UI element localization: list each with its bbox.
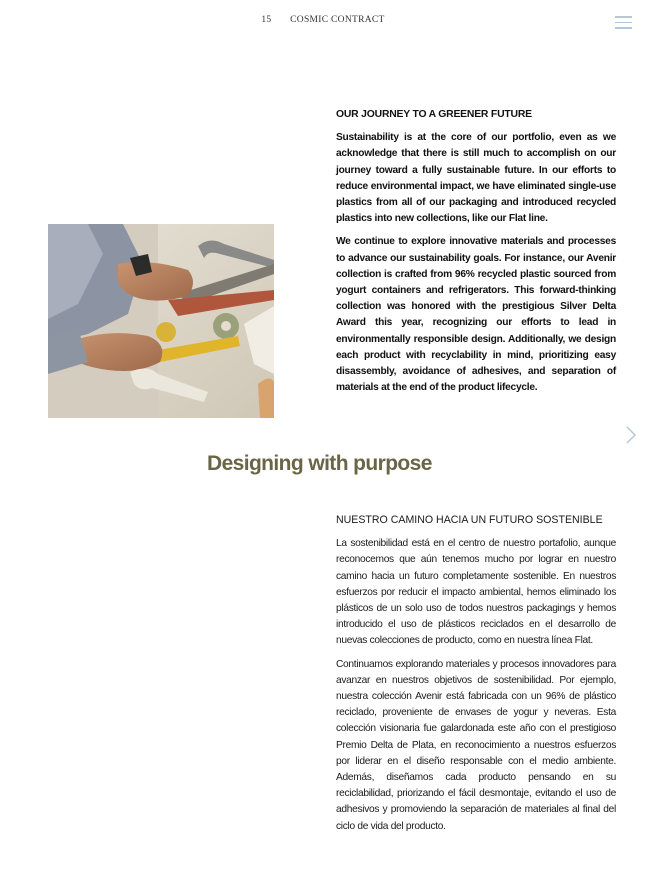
menu-line: [615, 27, 632, 29]
english-section: [336, 107, 616, 403]
spanish-paragraph-1: La sostenibilidad está en el centro de nuestro portafolio, aunque reconocemos que aún tenemos mucho por lograr en nuestro camino hacia un futuro completamente sostenible. En nuestros esfuerzos por reducir el impacto ambiental, hemos eliminado los plásticos de un solo uso de todos nuestros packagings y hemos introducido el uso de plásticos reciclados en el desarrollo de nuevas colecciones de producto, como en nuestra línea Flat.: [336, 538, 616, 647]
section-headline: Designing with purpose: [207, 452, 432, 475]
menu-line: [615, 16, 632, 18]
spanish-paragraph-2: Continuamos explorando materiales y procesos innovadores para avanzar en nuestros objetivos de sostenibilidad. Por ejemplo, nuestra colección Avenir está fabricada con un 96% de plástico reciclado, proveniente de envases de yogur y neveras. Esta colección visionaria fue galardonada este año con el prestigioso Premio Delta de Plata, en reconocimiento a nuestros esfuerzos por liderar en el diseño responsable con el medio ambiente. Además, diseñamos cada producto pensando en su reciclabilidad, priorizando el fácil desmontaje, evitando el uso de adhesivos y promoviendo la separación de materiales al final del ciclo de vida del producto.: [336, 658, 616, 832]
english-paragraph-2: We continue to explore innovative materials and processes to advance our sustainability goals. For instance, our Avenir collection is crafted from 96% recycled plastic sourced from yogurt containers and refrigerators. This forward-thinking collection was honored with the prestigious Silver Delta Award this year, recognizing our efforts to lead in environmentally responsible design. Additionally, we design each product with recyclability in mind, prioritizing easy disassembly, avoidance of adhesives, and separation of materials at the end of the product lifecycle.: [336, 236, 616, 394]
spanish-heading: NUESTRO CAMINO HACIA UN FUTURO SOSTENIBLE: [336, 514, 603, 526]
english-heading: OUR JOURNEY TO A GREENER FUTURE: [336, 109, 532, 120]
menu-line: [615, 22, 632, 24]
spanish-section: [336, 512, 616, 842]
page-header: [0, 15, 646, 25]
hamburger-menu-icon[interactable]: [615, 16, 632, 30]
product-photo-illustration: [48, 224, 274, 418]
product-photo: [48, 224, 274, 418]
publication-title: COSMIC CONTRACT: [290, 15, 385, 25]
page-number: 15: [261, 15, 272, 25]
chevron-right-icon[interactable]: [624, 424, 638, 446]
english-paragraph-1: Sustainability is at the core of our portfolio, even as we acknowledge that there is still much to accomplish on our journey toward a fully sustainable future. In our efforts to reduce environmental impact, we have eliminated single-use plastics from all of our packaging and introduced recycled plastics into new collections, like our Flat line.: [336, 132, 616, 225]
